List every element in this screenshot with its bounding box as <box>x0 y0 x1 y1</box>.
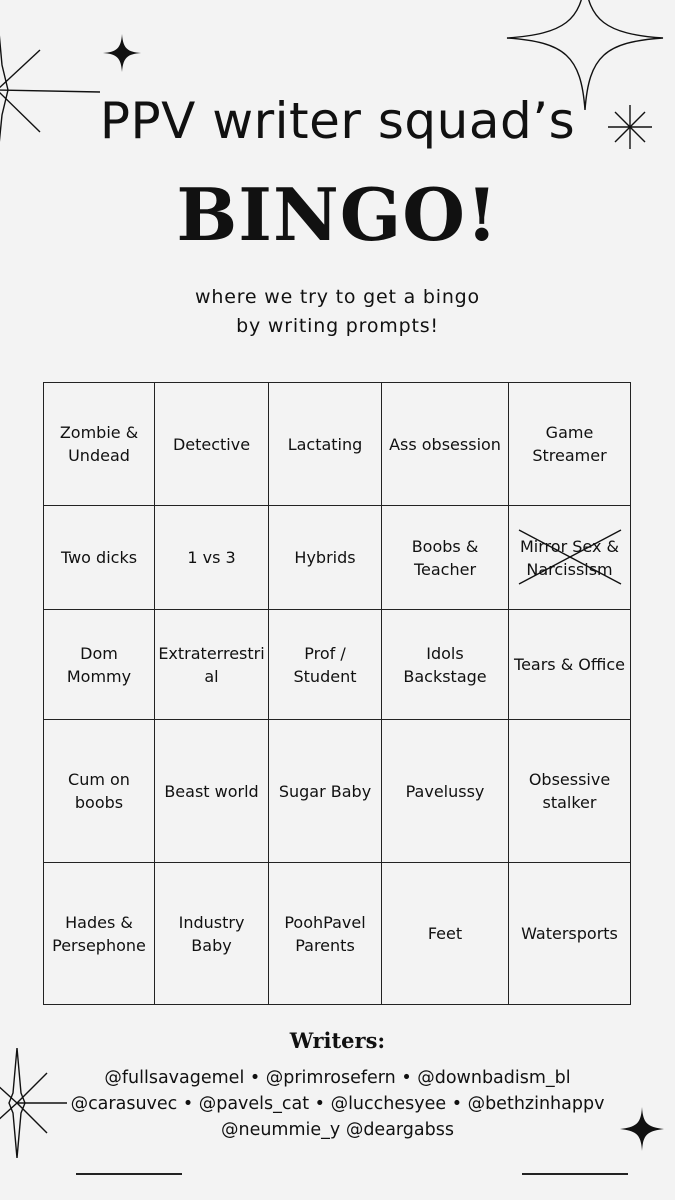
subtitle-line-2: by writing prompts! <box>236 315 439 337</box>
bingo-cell[interactable]: Pavelussy <box>382 720 509 863</box>
bingo-row-4 <box>44 720 631 863</box>
bingo-cell[interactable]: Detective <box>155 383 269 506</box>
bingo-cell[interactable]: Dom Mommy <box>44 610 155 720</box>
bingo-cell[interactable]: Cum on boobs <box>44 720 155 863</box>
bingo-cell-crossed[interactable] <box>509 506 631 610</box>
bingo-cell[interactable]: Idols Backstage <box>382 610 509 720</box>
bingo-cell[interactable]: Sugar Baby <box>269 720 382 863</box>
cross-out-icon <box>517 528 623 586</box>
divider-left <box>76 1173 182 1175</box>
page-title: PPV writer squad’s <box>99 92 576 150</box>
subtitle <box>0 283 675 341</box>
subtitle-line-1: where we try to get a bingo <box>195 286 480 308</box>
writers-list <box>0 1065 675 1143</box>
bingo-cell[interactable]: Hades & Persephone <box>44 863 155 1005</box>
bingo-grid <box>43 382 631 1005</box>
bingo-cell[interactable]: Prof / Student <box>269 610 382 720</box>
writers-line-2: @carasuvec • @pavels_cat • @lucchesyee • @bethzinhappv <box>70 1094 605 1114</box>
bingo-row-2 <box>44 506 631 610</box>
bingo-cell[interactable]: Feet <box>382 863 509 1005</box>
bingo-heading: BINGO! <box>176 172 499 257</box>
writers-heading: Writers: <box>289 1028 386 1053</box>
bingo-cell[interactable]: Tears & Office <box>509 610 631 720</box>
sparkle-top-left-small-icon <box>103 34 141 72</box>
bingo-cell[interactable]: PoohPavel Parents <box>269 863 382 1005</box>
bingo-cell[interactable]: Beast world <box>155 720 269 863</box>
bingo-cell[interactable]: Ass obsession <box>382 383 509 506</box>
bingo-cell-text: Mirror Sex & Narcissism <box>520 536 619 579</box>
bingo-cell[interactable]: Hybrids <box>269 506 382 610</box>
bingo-cell[interactable]: Two dicks <box>44 506 155 610</box>
bingo-cell[interactable]: Zombie & Undead <box>44 383 155 506</box>
writers-line-1: @fullsavagemel • @primrosefern • @downbadism_bl <box>104 1068 571 1088</box>
bingo-cell[interactable]: Boobs & Teacher <box>382 506 509 610</box>
bingo-row-3 <box>44 610 631 720</box>
bingo-cell[interactable]: 1 vs 3 <box>155 506 269 610</box>
bingo-cell[interactable]: Extraterrestrial <box>155 610 269 720</box>
writers-line-3: @neummie_y @deargabss <box>220 1120 454 1140</box>
bingo-row-1 <box>44 383 631 506</box>
bingo-cell[interactable]: Lactating <box>269 383 382 506</box>
bingo-cell[interactable]: Watersports <box>509 863 631 1005</box>
bingo-row-5 <box>44 863 631 1005</box>
bingo-cell[interactable]: Obsessive stalker <box>509 720 631 863</box>
bingo-cell[interactable]: Game Streamer <box>509 383 631 506</box>
bingo-cell[interactable]: Industry Baby <box>155 863 269 1005</box>
divider-right <box>522 1173 628 1175</box>
